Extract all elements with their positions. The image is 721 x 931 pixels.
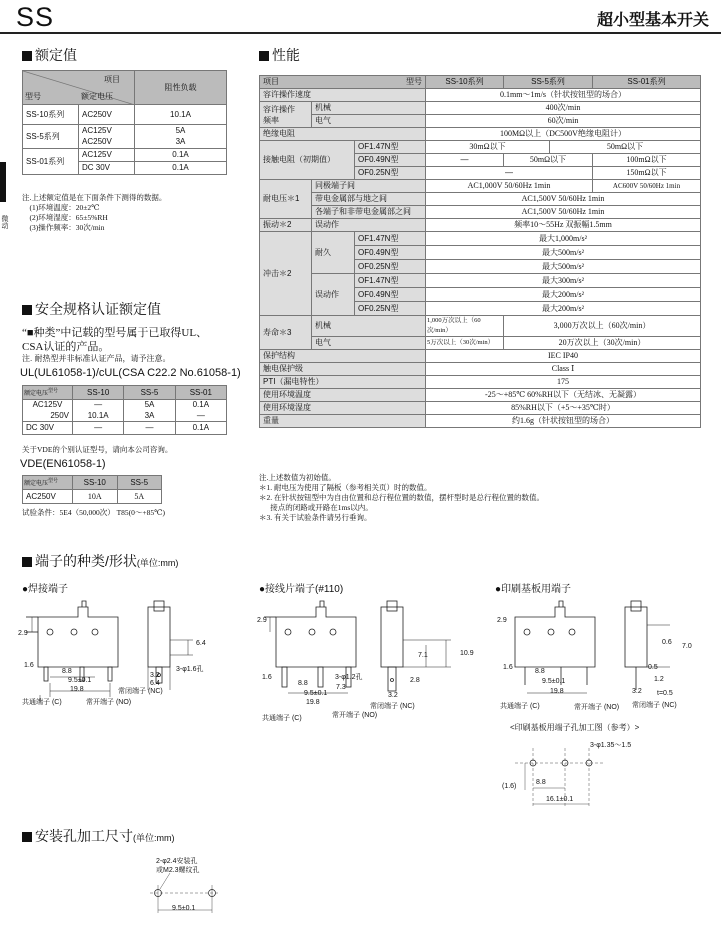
row-sublabel: OF0.25N型: [355, 260, 426, 274]
row-value: AC1,500V 50/60Hz 1min: [426, 193, 701, 206]
dim-9-5: 9.5±0.1: [68, 677, 92, 684]
row-value: 3,000万次以上（60次/min）: [504, 316, 701, 337]
label-no: 常开端子 (NO): [86, 699, 132, 706]
dim-0-5: 0.5: [648, 664, 658, 671]
ul-col: SS-10: [73, 386, 124, 400]
row-sublabel: 各端子和非带电金属部之间: [312, 206, 426, 219]
perf-col-ss5: SS-5系列: [504, 76, 593, 89]
rated-load: 5A: [135, 125, 227, 137]
rated-voltage: AC125V: [79, 149, 135, 162]
ref-holes-dim: 3-φ1.35～1.5: [590, 742, 632, 749]
row-label: 冲击＊2: [260, 232, 312, 316]
row-value: IEC IP40: [426, 350, 701, 363]
dim-19-8: 19.8: [550, 688, 564, 695]
ul-hdr-corner: 额定电压$^{型号}$: [23, 386, 73, 400]
dim-10-9: 10.9: [460, 650, 474, 657]
vde-hdr-corner: 额定电压$^{型号}$: [23, 476, 73, 490]
row-sublabel: 误动作: [312, 219, 426, 232]
table-row: [260, 141, 701, 154]
row-value: 最大200m/s²: [426, 288, 701, 302]
dim-3-2: 3.2: [632, 688, 642, 695]
mount-hole-label-1: 2-φ2.4安装孔: [156, 858, 198, 865]
pcb-terminal-label: ●印刷基板用端子: [495, 584, 572, 595]
table-row: [260, 115, 701, 128]
row-value: 150mΩ以下: [593, 167, 701, 180]
ul-voltage: AC125V: [23, 400, 73, 411]
tab-terminal-drawing: [256, 595, 476, 720]
row-sublabel: 带电金属部与地之间: [312, 193, 426, 206]
dim-9-5: 9.5±0.1: [542, 678, 566, 685]
dim-holes: 3-φ1.2孔: [335, 674, 363, 681]
row-sublabel: 电气: [312, 115, 426, 128]
table-row: [23, 422, 227, 435]
dim-2-9: 2.9: [18, 630, 28, 637]
ref-dim-8-8: 8.8: [536, 779, 546, 786]
table-row: [260, 402, 701, 415]
table-row: [23, 149, 227, 162]
rated-load: 10.1A: [135, 105, 227, 125]
row-sublabel: 机械: [312, 316, 426, 337]
dim-3-2: 3.2: [388, 692, 398, 699]
ul-col: SS-01: [175, 386, 226, 400]
dim-2-9: 2.9: [497, 617, 507, 624]
label-nc: 常闭端子 (NC): [118, 688, 163, 695]
terminals-heading: 端子的种类/形状(单位:mm): [22, 551, 178, 571]
rated-model: SS-5系列: [23, 125, 79, 149]
row-label: 容许操作速度: [260, 89, 426, 102]
dim-2-8: 2.8: [410, 677, 420, 684]
ul-voltage: DC 30V: [23, 422, 73, 435]
ul-title: UL(UL61058-1)/cUL(CSA C22.2 No.61058-1): [20, 367, 241, 379]
ul-note: 关于VDE的个别认证型号，请向本公司咨询。: [22, 445, 173, 454]
row-label: 使用环境湿度: [260, 402, 426, 415]
rated-notes: 注.上述额定值是在下面条件下测得的数据。 (1)环境温度：20±2℃ (2)环境湿度：65±5%RH (3)操作频率：30次/min: [22, 193, 167, 232]
row-value: 400次/min: [426, 102, 701, 115]
row-label: 绝缘电阻: [260, 128, 426, 141]
table-row: [260, 389, 701, 402]
dim-2-9: 2.9: [257, 617, 267, 624]
row-sublabel: OF0.49N型: [355, 154, 426, 167]
label-common: 共通端子 (C): [262, 715, 302, 722]
rated-voltage: DC 30V: [79, 162, 135, 175]
vde-col: SS-10: [73, 476, 118, 490]
row-sublabel: OF0.49N型: [355, 288, 426, 302]
label-no: 常开端子 (NO): [332, 712, 378, 719]
ul-table: [22, 385, 227, 435]
vde-table: [22, 475, 162, 504]
perf-table: [259, 75, 701, 428]
pcb-ref-title: <印刷基板用端子孔加工图（参考）>: [510, 723, 640, 732]
rated-load: 0.1A: [135, 162, 227, 175]
row-label: 保护结构: [260, 350, 426, 363]
perf-hdr: 项目 型号: [260, 76, 426, 89]
ref-dim-1-6: (1.6): [502, 783, 517, 790]
row-label: 寿命＊3: [260, 316, 312, 350]
label-nc: 常闭端子 (NC): [632, 702, 677, 709]
mount-hole-label-2: 或M2.3螺纹孔: [156, 867, 200, 874]
vde-col: SS-5: [117, 476, 162, 490]
row-label: 振动＊2: [260, 219, 312, 232]
row-label: PTI（漏电特性）: [260, 376, 426, 389]
dim-1-6: 1.6: [24, 662, 34, 669]
row-value: 最大1,000m/s²: [426, 232, 701, 246]
safety-intro-1: “■种类”中记载的型号属于已取得UL、: [22, 327, 208, 339]
pcb-hole-drawing: [505, 738, 625, 818]
ul-cell: 5A: [124, 400, 175, 411]
row-label: 触电保护级: [260, 363, 426, 376]
row-value: 频率10～55Hz 双振幅1.5mm: [426, 219, 701, 232]
vde-cell: 5A: [117, 490, 162, 504]
solder-terminal-label: ●焊接端子: [22, 584, 69, 595]
rated-heading: 额定值: [22, 45, 77, 65]
rated-voltage: AC250V: [79, 105, 135, 125]
test-condition: 试验条件：5E4（50,000次） T85(0～+85℃): [22, 508, 166, 517]
dim-8-8: 8.8: [535, 668, 545, 675]
ref-dim-16-1: 16.1±0.1: [546, 796, 574, 803]
table-row: [260, 180, 701, 193]
row-value: 最大300m/s²: [426, 274, 701, 288]
row-sublabel: 电气: [312, 337, 426, 350]
dim-6-4: 6.4: [150, 680, 160, 687]
rated-table: [22, 70, 227, 175]
row-value: 60次/min: [426, 115, 701, 128]
header-rule: [0, 32, 721, 34]
row-sublabel: 耐久: [312, 232, 355, 274]
rated-voltage: AC250V: [79, 137, 135, 149]
table-row: [260, 193, 701, 206]
row-sublabel: 误动作: [312, 274, 355, 316]
row-value: 0.1mm～1m/s（针状按钮型的场合）: [426, 89, 701, 102]
tab-terminal-label: ●接线片端子(#110): [259, 584, 344, 595]
row-value: -25～+85℃ 60%RH以下（无结冰、无凝露）: [426, 389, 701, 402]
table-row: [260, 232, 701, 246]
row-value: AC1,000V 50/60Hz 1min: [426, 180, 593, 193]
table-row: [260, 102, 701, 115]
side-tab-label: 微动: [1, 215, 8, 229]
row-value: 20万次以上（30次/min）: [504, 337, 701, 350]
row-sublabel: 机械: [312, 102, 426, 115]
rated-hdr-load: 阻性负载: [135, 71, 227, 105]
dim-7-1: 7.1: [418, 652, 428, 659]
rated-voltage: AC125V: [79, 125, 135, 137]
row-value: 50mΩ以下: [550, 141, 701, 154]
table-row: [260, 376, 701, 389]
perf-col-ss01: SS-01系列: [593, 76, 701, 89]
row-value: Class Ⅰ: [426, 363, 701, 376]
table-row: [23, 105, 227, 125]
dim-t05: t=0.5: [657, 690, 673, 697]
ul-cell: —: [73, 400, 124, 411]
ul-cell: 0.1A: [175, 422, 226, 435]
table-row: [260, 337, 701, 350]
safety-intro-2: CSA认证的产品。: [22, 341, 110, 353]
row-value: —: [426, 154, 504, 167]
rated-load: 0.1A: [135, 149, 227, 162]
table-row: [260, 363, 701, 376]
row-value: 100mΩ以下: [593, 154, 701, 167]
table-row: [23, 411, 227, 422]
table-row: [260, 219, 701, 232]
dim-7-0: 7.0: [682, 643, 692, 650]
row-value: 最大500m/s²: [426, 260, 701, 274]
perf-notes: 注.上述数值为初始值。 ＊1. 耐电压为使用了隔板（参考相关页）时的数值。 ＊2. 在针状按钮型中为自由位置和总行程位置的数值，摆杆型时是总行程位置的数值。 接点的闭路或开路在1ms以内。 ＊3. 有关于试验条件请另行垂询。: [259, 473, 544, 522]
row-value: 50mΩ以下: [504, 154, 593, 167]
table-row: [260, 274, 701, 288]
vde-cell: 10A: [73, 490, 118, 504]
table-row: [260, 350, 701, 363]
perf-heading: 性能: [259, 45, 300, 65]
table-row: [260, 128, 701, 141]
mount-dim-9-5: 9.5±0.1: [172, 905, 196, 912]
rated-hdr-voltage: 额定电压: [81, 92, 113, 101]
perf-col-ss10: SS-10系列: [426, 76, 504, 89]
row-value: AC1,500V 50/60Hz 1min: [426, 206, 701, 219]
dim-0-6: 0.6: [662, 639, 672, 646]
label-common: 共通端子 (C): [500, 703, 540, 710]
dim-9-5: 9.5±0.1: [304, 690, 328, 697]
row-sublabel: 同极端子间: [312, 180, 426, 193]
dim-holes: 3-φ1.6孔: [176, 666, 204, 673]
row-sublabel: OF0.49N型: [355, 246, 426, 260]
ul-cell: 3A: [124, 411, 175, 422]
row-value: 5万次以上（30次/min）: [426, 337, 504, 350]
table-row: [23, 490, 162, 504]
dim-1-2: 1.2: [654, 676, 664, 683]
row-value: 85%RH以下（+5～+35℃时）: [426, 402, 701, 415]
dim-1-6: 1.6: [262, 674, 272, 681]
safety-heading: 安全规格认证额定值: [22, 299, 161, 319]
row-sublabel: OF0.25N型: [355, 167, 426, 180]
dim-6-4-side: 6.4: [196, 640, 206, 647]
mount-heading: 安装孔加工尺寸(单位:mm): [22, 826, 175, 846]
table-row: [260, 206, 701, 219]
row-value: 30mΩ以下: [426, 141, 550, 154]
row-label: 使用环境温度: [260, 389, 426, 402]
row-label: 耐电压＊1: [260, 180, 312, 219]
table-row: [260, 89, 701, 102]
ul-cell: —: [175, 411, 226, 422]
dim-19-8: 19.8: [70, 686, 84, 693]
row-value: 最大200m/s²: [426, 302, 701, 316]
dim-1-6: 1.6: [503, 664, 513, 671]
side-tab-marker: [0, 162, 6, 202]
row-value: 100MΩ以上（DC500V绝缘电阻计）: [426, 128, 701, 141]
dim-8-8: 8.8: [298, 680, 308, 687]
row-value: AC600V 50/60Hz 1min: [593, 180, 701, 193]
table-row: [260, 316, 701, 337]
rated-model: SS-01系列: [23, 149, 79, 175]
row-value: 1,000万次以上（60次/min）: [426, 316, 504, 337]
rated-hdr-item: 项目: [104, 75, 120, 84]
dim-19-8: 19.8: [306, 699, 320, 706]
ul-cell: 0.1A: [175, 400, 226, 411]
label-no: 常开端子 (NO): [574, 704, 620, 711]
ul-cell: —: [73, 422, 124, 435]
row-value: —: [426, 167, 593, 180]
page-title: SS: [16, 2, 55, 32]
ul-cell: —: [124, 422, 175, 435]
row-label: 重量: [260, 415, 426, 428]
ul-voltage: 250V: [23, 411, 73, 422]
page-subtitle: 超小型基本开关: [596, 12, 709, 29]
ul-cell: 10.1A: [73, 411, 124, 422]
row-value: 175: [426, 376, 701, 389]
dim-7-3: 7.3: [336, 684, 346, 691]
row-sublabel: OF1.47N型: [355, 274, 426, 288]
row-value: 约1.6g（针状按钮型的场合）: [426, 415, 701, 428]
row-sublabel: OF1.47N型: [355, 232, 426, 246]
rated-hdr-type: 型号: [25, 92, 41, 101]
ul-col: SS-5: [124, 386, 175, 400]
rated-load: 3A: [135, 137, 227, 149]
row-label: 容许操作 频率: [260, 102, 312, 128]
table-row: [23, 125, 227, 137]
row-sublabel: OF0.25N型: [355, 302, 426, 316]
label-common: 共通端子 (C): [22, 699, 62, 706]
vde-voltage: AC250V: [23, 490, 73, 504]
dim-3-2: 3.2: [150, 672, 160, 679]
safety-intro-3: 注. 耐热型并非标准认证产品，请予注意。: [22, 354, 171, 363]
row-value: 最大500m/s²: [426, 246, 701, 260]
label-nc: 常闭端子 (NC): [370, 703, 415, 710]
row-sublabel: OF1.47N型: [355, 141, 426, 154]
table-row: [260, 415, 701, 428]
rated-model: SS-10系列: [23, 105, 79, 125]
row-label: 接触电阻（初期值）: [260, 141, 355, 180]
dim-8-8: 8.8: [62, 668, 72, 675]
vde-title: VDE(EN61058-1): [20, 458, 106, 470]
table-row: [23, 400, 227, 411]
